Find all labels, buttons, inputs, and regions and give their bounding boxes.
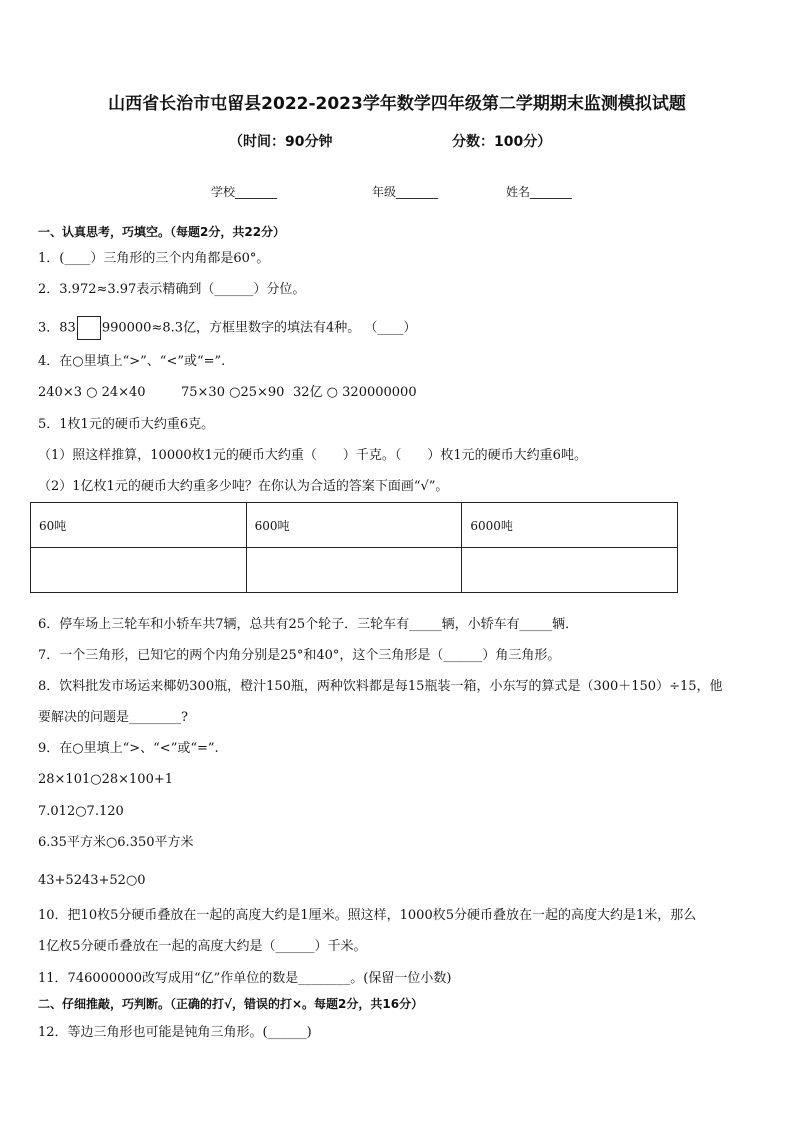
question-9: 9．在○里填上“>、“<”或“=”. [38,741,219,756]
answer-cell[interactable] [246,548,462,593]
q9-item: 6.35平方米○6.350平方米 [38,835,194,850]
question-3-prefix: 3．83 [38,320,76,336]
question-10-line-2: 1亿枚5分硬币叠放在一起的高度大约是（______）千米。 [38,939,367,954]
exam-time: （时间：90分钟 [229,134,333,150]
question-1: 1．(____）三角形的三个内角都是60°。 [38,251,270,266]
question-12: 12．等边三角形也可能是钝角三角形。(______) [38,1025,312,1040]
answer-cell[interactable] [462,548,678,593]
q9-item: 28×101○28×100+1 [38,772,174,787]
digit-box[interactable] [77,316,101,340]
q4-item: 240×3 ○ 24×40 [38,385,146,400]
q4-item: 75×30 ○25×90 [181,385,285,400]
section-1-heading: 一、认真思考，巧填空。（每题2分，共22分） [38,225,286,239]
question-7: 7．一个三角形，已知它的两个内角分别是25°和40°，这个三角形是（______）角三角形。 [38,648,561,663]
question-5-2: （2）1亿枚1元的硬币大约重多少吨？在你认为合适的答案下面画“√”。 [38,479,449,494]
table-header-cell: 60吨 [31,503,247,548]
answer-table [30,502,678,593]
question-2: 2．3.972≈3.97表示精确到（______）分位。 [38,282,306,297]
question-10-line-1: 10．把10枚5分硬币叠放在一起的高度大约是1厘米。照这样，1000枚5分硬币叠放在一起的高度大约是1米，那么 [38,908,697,923]
table-header-cell: 6000吨 [462,503,678,548]
question-5: 5．1枚1元的硬币大约重6克。 [38,417,215,432]
question-6: 6．停车场上三轮车和小轿车共7辆，总共有25个轮子．三轮车有_____辆，小轿车有_____辆． [38,617,579,632]
grade-field[interactable]: 年级_______ [372,185,439,199]
question-11: 11．746000000改写成用“亿”作单位的数是________。(保留一位小数) [38,971,452,986]
question-5-1: （1）照这样推算，10000枚1元的硬币大约重（ ）千克。（ ）枚1元的硬币大约重6吨。 [38,448,587,463]
q9-item: 7.012○7.120 [38,804,124,819]
question-3-suffix: 990000≈8.3亿，方框里数字的填法有4种。 （____） [101,320,417,336]
q9-item: 43+5243+52○0 [38,873,146,888]
question-4: 4．在○里填上“>”、“<”或“=”. [38,354,226,369]
q4-item: 32亿 ○ 320000000 [293,385,417,400]
table-header-cell: 600吨 [246,503,462,548]
school-field[interactable]: 学校_______ [211,185,278,199]
answer-cell[interactable] [31,548,247,593]
page-title: 山西省长治市屯留县2022-2023学年数学四年级第二学期期末监测模拟试题 [108,94,686,114]
section-2-heading: 二、仔细推敲，巧判断。（正确的打√，错误的打×。每题2分，共16分） [38,997,424,1011]
question-3 [38,316,416,340]
name-field[interactable]: 姓名_______ [506,185,573,199]
question-8-line-1: 8．饮料批发市场运来椰奶300瓶，橙汁150瓶，两种饮料都是每15瓶装一箱，小东写的算式是（300＋150）÷15，他 [38,679,723,694]
exam-score: 分数：100分） [452,134,552,150]
question-8-line-2: 要解决的问题是________? [38,710,188,725]
